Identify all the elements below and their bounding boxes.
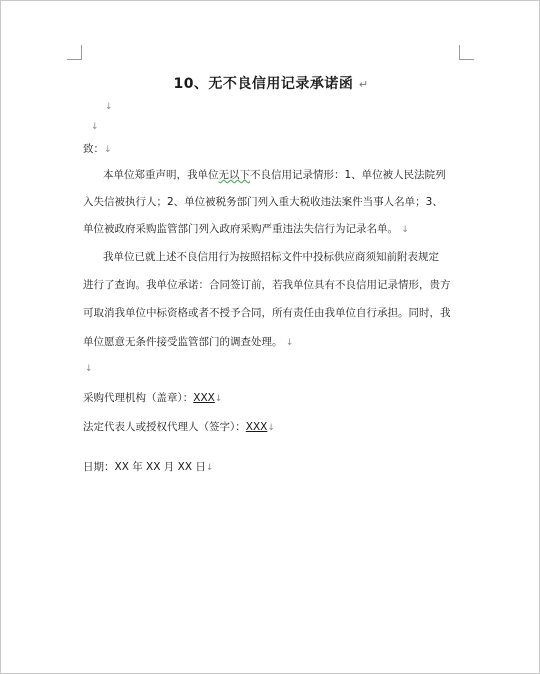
date-line[interactable] bbox=[83, 459, 213, 474]
para2-text: 我单位已就上述不良信用行为按照招标文件中投标供应商须知前附表规定 bbox=[103, 251, 439, 263]
line-break-icon: ↓ bbox=[214, 394, 223, 404]
paragraph-mark-icon: ↵ bbox=[358, 78, 369, 91]
representative-value: XXX bbox=[245, 421, 268, 433]
representative-line[interactable] bbox=[83, 419, 275, 434]
salutation-text: 致： bbox=[83, 143, 104, 155]
representative-label: 法定代表人或授权代理人（签字）： bbox=[83, 421, 246, 433]
para2-text: 进行了查询。我单位承诺：合同签订前，若我单位具有不良信用记录情形，贵方 bbox=[83, 279, 451, 291]
line-break-icon: ↓ bbox=[267, 423, 275, 433]
para1-text-b: 不良信用记录情形：1、单位被人民法院列 bbox=[250, 169, 446, 181]
para1-text: 入失信被执行人；2、单位被税务部门列入重大税收违法案件当事人名单；3、 bbox=[83, 196, 443, 208]
empty-paragraph-mark-icon: ↓ bbox=[91, 122, 99, 132]
para1-text-a: 本单位郑重声明，我单位 bbox=[103, 169, 219, 181]
agency-value: XXX bbox=[193, 392, 215, 404]
para2-text: 可取消我单位中标资格或者不授予合同，所有责任由我单位自行承担。同时，我 bbox=[83, 307, 451, 319]
empty-paragraph-mark-icon: ↓ bbox=[85, 364, 93, 374]
empty-paragraph-mark-icon: ↓ bbox=[105, 102, 113, 112]
para1-text: 单位被政府采购监管部门列入政府采购严重违法失信行为记录名单。 bbox=[83, 223, 398, 235]
title-text: 10、无不良信用记录承诺函 bbox=[173, 76, 354, 92]
agency-line[interactable] bbox=[83, 390, 222, 405]
para2-line1[interactable] bbox=[103, 249, 439, 264]
para2-line4[interactable] bbox=[83, 334, 293, 349]
para1-line1[interactable] bbox=[103, 167, 446, 182]
para2-line3[interactable] bbox=[83, 305, 451, 320]
margin-corner-top-left bbox=[67, 45, 82, 60]
para1-line2[interactable] bbox=[83, 194, 443, 209]
margin-corner-top-right bbox=[459, 45, 474, 60]
document-title[interactable] bbox=[1, 73, 540, 93]
salutation-line[interactable] bbox=[83, 141, 112, 156]
agency-label: 采购代理机构（盖章）： bbox=[83, 392, 194, 404]
line-break-icon: ↓ bbox=[205, 463, 214, 473]
date-text: 日期：XX 年 XX 月 XX 日 bbox=[83, 461, 206, 473]
spell-check-flagged-text: 无以下 bbox=[218, 169, 250, 181]
line-break-icon: ↓ bbox=[104, 145, 112, 155]
para2-line2[interactable] bbox=[83, 277, 451, 292]
line-break-icon: ↓ bbox=[285, 338, 294, 348]
para1-line3[interactable] bbox=[83, 221, 409, 236]
para2-text: 单位愿意无条件接受监管部门的调查处理。 bbox=[83, 336, 283, 348]
line-break-icon: ↓ bbox=[401, 225, 409, 235]
